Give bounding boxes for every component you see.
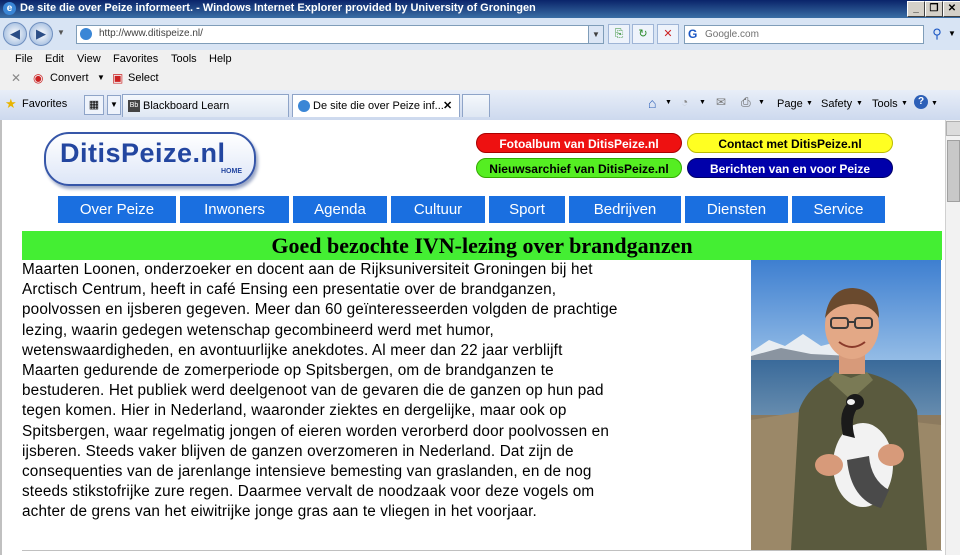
safety-menu[interactable]: Safety [821, 98, 853, 110]
article-line: bestuderen. Het publiek werd deelgenoot van de gevaren die de ganzen op hun pad [22, 382, 604, 400]
article-line: tegen komen. Hier in Nederland, waaronder ziektes en dergelijke, maar ook op [22, 402, 567, 420]
maximize-icon[interactable]: ❐ [925, 1, 943, 17]
close-tab-icon[interactable]: ✕ [443, 100, 453, 112]
quick-tabs-icon[interactable]: ▦ [84, 95, 104, 115]
tab-list-icon[interactable]: ▼ [107, 95, 121, 115]
nav-inwoners[interactable]: Inwoners [180, 196, 289, 223]
read-mail-icon[interactable]: ✉ [716, 95, 727, 109]
tab-blackboard[interactable] [122, 94, 289, 117]
contact-button[interactable]: Contact met DitisPeize.nl [687, 133, 893, 153]
fotoalbum-button[interactable]: Fotoalbum van DitisPeize.nl [476, 133, 682, 153]
page-menu-arrow-icon[interactable]: ▼ [806, 100, 813, 107]
back-button[interactable]: ◀ [3, 22, 27, 46]
menu-file[interactable]: File [15, 53, 33, 65]
article-line: Spitsbergen, waar regelmatig jongen of eieren worden verorberd door poolvossen en [22, 422, 609, 440]
home-dropdown-icon[interactable]: ▼ [665, 99, 672, 106]
feeds-dropdown-icon[interactable]: ▼ [699, 99, 706, 106]
minimize-icon[interactable]: _ [907, 1, 925, 17]
tab-label: De site die over Peize inf... [313, 100, 444, 112]
google-icon: G [688, 27, 698, 41]
new-tab-button[interactable] [462, 94, 490, 117]
tabs-bar [0, 90, 960, 121]
article-line: ijsberen. Steeds vaker blijven de ganzen overzomeren in Nederland. Dat zijn de [22, 442, 574, 460]
window-title: De site die over Peize informeert. - Windows Internet Explorer provided by University of Groningen [20, 2, 536, 14]
convert-dropdown-icon[interactable]: ▼ [97, 73, 105, 82]
article-photo [751, 260, 941, 550]
menu-view[interactable]: View [77, 53, 101, 65]
article-line: achter de grens van het eiwitrijke jonge gras aan te vliegen in het voorjaar. [22, 503, 537, 521]
select-icon: ▣ [112, 71, 124, 85]
scrollbar-thumb[interactable] [947, 140, 960, 202]
stop-icon[interactable]: ✕ [657, 24, 679, 44]
close-window-icon[interactable]: ✕ [943, 1, 960, 17]
print-icon[interactable]: ⎙ [741, 95, 751, 109]
logo-text: DitisPeize.nl [60, 138, 226, 168]
address-url: http://www.ditispeize.nl/ [99, 28, 203, 39]
search-icon[interactable]: ⚲ [932, 26, 942, 41]
nav-agenda[interactable]: Agenda [293, 196, 387, 223]
article-line: poolvossen en ijsberen gegeven. Meer dan 60 geïnteresseerden volgden de prachtige [22, 301, 618, 319]
content-divider [22, 550, 942, 551]
feeds-icon[interactable]: ◔ [681, 95, 689, 109]
tab-label: Blackboard Learn [143, 100, 230, 112]
article-line: wetenswaardigheden, en avontuurlijke anekdotes. Al meer dan 22 jaar verblijft [22, 341, 563, 359]
address-bar[interactable] [76, 25, 604, 44]
logo-home-label: HOME [221, 168, 242, 175]
nav-sport[interactable]: Sport [489, 196, 565, 223]
article-line: lezing, waarin gedegen wetenschap gecombineerd werd met humor, [22, 321, 494, 339]
page-favicon-icon [80, 28, 92, 40]
refresh-icon[interactable]: ↻ [632, 24, 654, 44]
menu-favorites[interactable]: Favorites [113, 53, 159, 65]
article-body [22, 260, 750, 523]
window-title-bar [0, 0, 960, 18]
nav-bedrijven[interactable]: Bedrijven [569, 196, 681, 223]
nieuwsarchief-button[interactable]: Nieuwsarchief van DitisPeize.nl [476, 158, 682, 178]
nav-cultuur[interactable]: Cultuur [391, 196, 485, 223]
recent-pages-dropdown-icon[interactable]: ▼ [57, 28, 65, 37]
convert-icon: ◉ [33, 71, 44, 85]
scroll-up-icon[interactable] [946, 121, 960, 136]
nav-service[interactable]: Service [792, 196, 885, 223]
ie-page-favicon-icon [298, 100, 310, 112]
safety-menu-arrow-icon[interactable]: ▼ [856, 100, 863, 107]
print-dropdown-icon[interactable]: ▼ [758, 99, 765, 106]
close-toolbar-icon[interactable]: ✕ [11, 71, 22, 85]
help-icon[interactable]: ? [914, 95, 928, 109]
blackboard-favicon-icon: Bb [128, 100, 140, 112]
favorites-button[interactable]: Favorites [22, 98, 68, 110]
search-options-icon[interactable]: ▼ [948, 29, 956, 38]
berichten-button[interactable]: Berichten van en voor Peize [687, 158, 893, 178]
help-dropdown-icon[interactable]: ▼ [931, 100, 938, 107]
menu-bar [0, 50, 960, 68]
article-line: Maarten gedurende de zomerperiode op Spitsbergen, om de brandganzen te [22, 362, 554, 380]
article-line: steeds stikstofrijke zure regen. Daarmee vervalt de noodzaak voor deze vogels om [22, 483, 595, 501]
forward-button[interactable]: ▶ [29, 22, 53, 46]
home-icon[interactable]: ⌂ [648, 95, 657, 111]
article-line: Arctisch Centrum, heeft in café Ensing een presentatie over de brandganzen, [22, 281, 557, 299]
convert-button[interactable]: Convert [50, 72, 89, 84]
favorites-star-icon: ★ [5, 96, 17, 111]
page-menu[interactable]: Page [777, 98, 803, 110]
address-dropdown-icon[interactable]: ▼ [588, 26, 603, 43]
tab-ditispeize[interactable] [292, 94, 460, 117]
site-logo[interactable] [44, 132, 256, 186]
search-input[interactable] [684, 25, 924, 44]
compatibility-icon[interactable]: ⎘ [608, 24, 630, 44]
article-headline: Goed bezochte IVN-lezing over brandganzen [22, 231, 942, 260]
nav-over-peize[interactable]: Over Peize [58, 196, 176, 223]
tools-menu-arrow-icon[interactable]: ▼ [901, 100, 908, 107]
command-links-bar [0, 68, 960, 91]
menu-edit[interactable]: Edit [45, 53, 64, 65]
menu-help[interactable]: Help [209, 53, 232, 65]
article-line: consequenties van de jarenlange intensieve bemesting van graslanden, en de nog [22, 463, 592, 481]
tools-menu[interactable]: Tools [872, 98, 898, 110]
article-line: Maarten Loonen, onderzoeker en docent aan de Rijksuniversiteit Groningen bij het [22, 261, 593, 278]
search-placeholder: Google.com [705, 29, 759, 40]
select-button[interactable]: Select [128, 72, 159, 84]
menu-tools[interactable]: Tools [171, 53, 197, 65]
ie-logo-icon: e [3, 2, 16, 15]
nav-diensten[interactable]: Diensten [685, 196, 788, 223]
